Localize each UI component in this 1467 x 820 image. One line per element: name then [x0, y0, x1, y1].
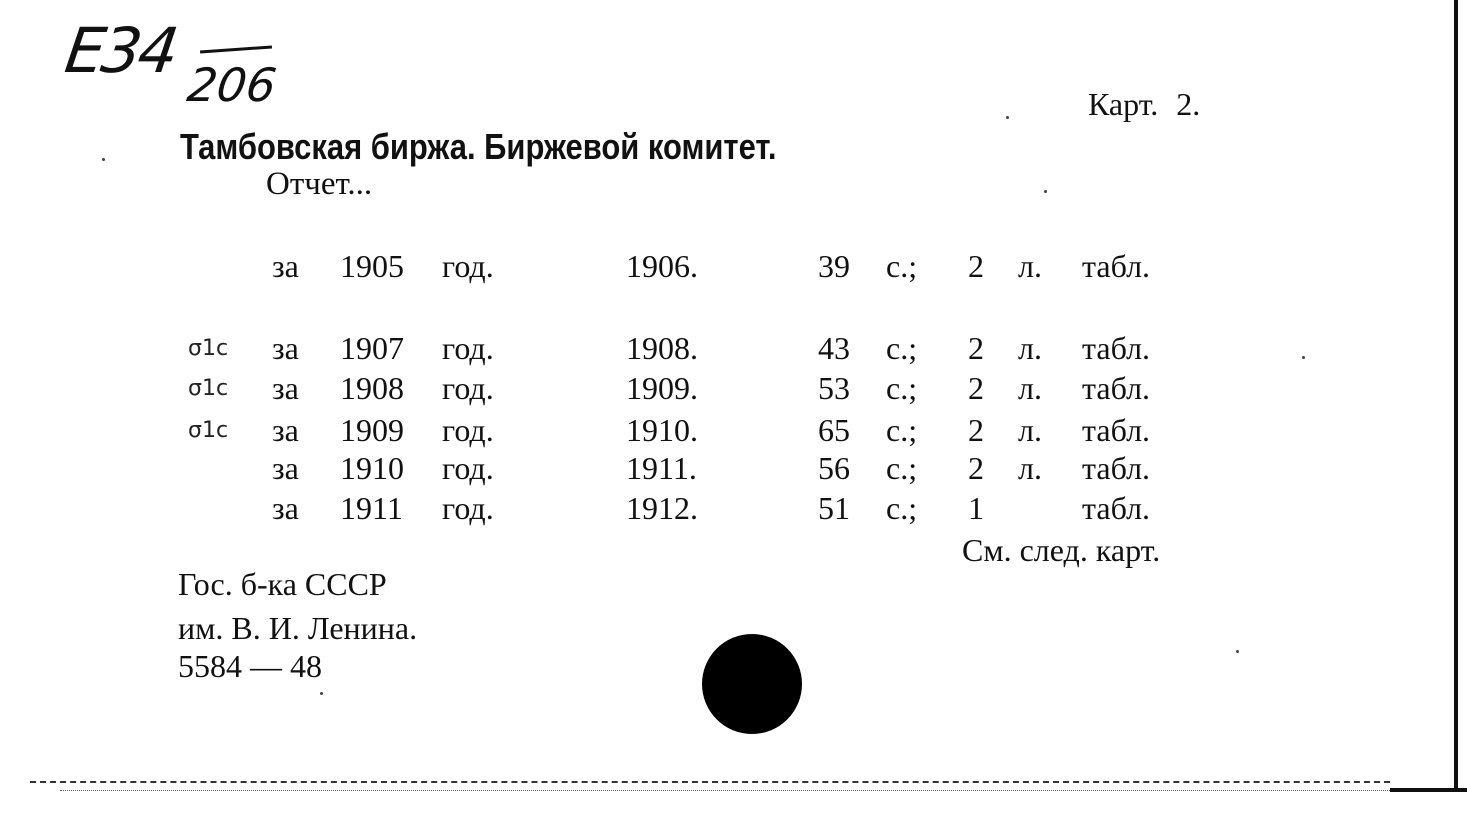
shelfmark-bottom: 206	[184, 58, 280, 112]
speck	[1236, 650, 1239, 653]
card-number	[1088, 86, 1218, 123]
cut-line	[30, 781, 1390, 783]
entry-year: 1909	[340, 412, 404, 448]
entry-word: год.	[442, 330, 494, 366]
entry-tables: табл.	[1082, 412, 1151, 448]
entry-sheets: 2	[968, 330, 984, 366]
entry-pages-unit: с.;	[886, 450, 918, 486]
entry-sheets-unit: л.	[1018, 450, 1042, 486]
entry-tables: табл.	[1082, 330, 1151, 366]
entry-word: год.	[442, 412, 494, 448]
card-number-value: 2.	[1176, 86, 1201, 122]
entry-tables: табл.	[1082, 490, 1151, 526]
entry-sheets: 2	[968, 370, 984, 406]
entry-pages: 39	[818, 248, 850, 284]
speck	[1302, 356, 1305, 359]
entry-pub-year: 1909.	[626, 370, 698, 406]
entry-pages: 65	[818, 412, 850, 448]
card-subtitle: Отчет...	[266, 166, 373, 202]
entry-sheets-unit: л.	[1018, 370, 1042, 406]
entry-pages: 56	[818, 450, 850, 486]
entry-pages-unit: с.;	[886, 370, 918, 406]
entry-year: 1911	[340, 490, 403, 526]
speck	[1006, 116, 1009, 119]
entry-word: год.	[442, 490, 494, 526]
library-line-3: 5584 — 48	[178, 648, 322, 684]
speck	[102, 158, 105, 161]
entry-pub-year: 1908.	[626, 330, 698, 366]
entry-pub-year: 1910.	[626, 412, 698, 448]
entry-tables: табл.	[1082, 370, 1151, 406]
shelfmark-divider	[200, 45, 272, 53]
entry-prefix: за	[272, 490, 299, 526]
entry-prefix: за	[272, 330, 299, 366]
card-border-bottom	[1390, 788, 1467, 792]
entry-word: год.	[442, 370, 494, 406]
library-line-2: им. В. И. Ленина.	[178, 610, 418, 646]
entry-pages: 51	[818, 490, 850, 526]
entry-pages-unit: с.;	[886, 330, 918, 366]
entry-year: 1910	[340, 450, 404, 486]
speck	[1044, 190, 1047, 193]
entry-year: 1907	[340, 330, 404, 366]
library-line-1: Гос. б-ка СССР	[178, 566, 387, 602]
entry-sheets: 1	[968, 490, 984, 526]
entry-mark: σ1c	[188, 418, 229, 443]
entry-tables: табл.	[1082, 450, 1151, 486]
entry-sheets: 2	[968, 450, 984, 486]
entry-mark: σ1c	[188, 376, 229, 401]
entry-pages: 43	[818, 330, 850, 366]
entry-sheets-unit: л.	[1018, 248, 1042, 284]
entry-pub-year: 1906.	[626, 248, 698, 284]
card-label: Карт.	[1088, 86, 1159, 122]
entry-sheets: 2	[968, 248, 984, 284]
entry-prefix: за	[272, 412, 299, 448]
card-title: Тамбовская биржа. Биржевой комитет.	[180, 126, 777, 167]
entry-sheets-unit: л.	[1018, 330, 1042, 366]
entry-pages-unit: с.;	[886, 490, 918, 526]
cut-line-secondary	[60, 790, 1390, 791]
entry-pages: 53	[818, 370, 850, 406]
entry-year: 1908	[340, 370, 404, 406]
entry-sheets-unit: л.	[1018, 412, 1042, 448]
entry-prefix: за	[272, 450, 299, 486]
entry-pub-year: 1912.	[626, 490, 698, 526]
entry-pages-unit: с.;	[886, 412, 918, 448]
entry-word: год.	[442, 248, 494, 284]
entry-pages-unit: с.;	[886, 248, 918, 284]
entry-word: год.	[442, 450, 494, 486]
entry-mark: σ1c	[188, 336, 229, 361]
entry-prefix: за	[272, 248, 299, 284]
card-border-right	[1454, 0, 1458, 792]
punch-hole	[702, 634, 802, 734]
shelfmark-top: E34	[60, 14, 181, 87]
entry-year: 1905	[340, 248, 404, 284]
see-also-note: См. след. карт.	[962, 532, 1161, 568]
entry-prefix: за	[272, 370, 299, 406]
entry-sheets: 2	[968, 412, 984, 448]
speck	[320, 692, 323, 695]
entry-pub-year: 1911.	[626, 450, 697, 486]
entry-tables: табл.	[1082, 248, 1151, 284]
